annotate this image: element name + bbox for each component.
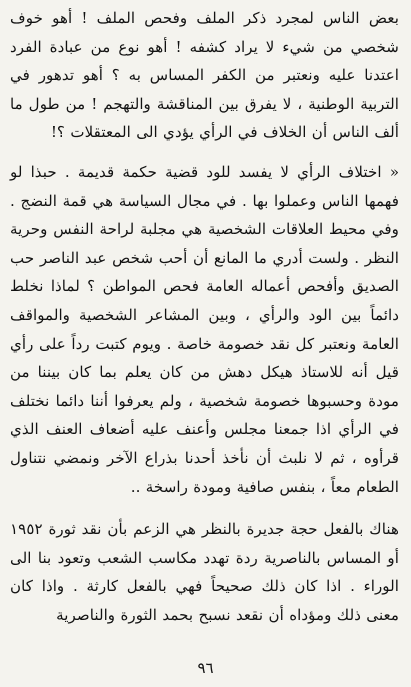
page-number: ٩٦	[197, 659, 214, 677]
paragraph-1: بعض الناس لمجرد ذكر الملف وفحص الملف ! أهو خوف شخصي من شيء لا يراد كشفه ! أهو نوع من عبادة الفرد اعتدنا عليه ونعتبر من الكفر المساس به ؟ أهو تدهور في التربية الوطنية ، لا يفرق بين المناقشة والتهجم ! من طول ما ألف الناس أن الخلاف في الرأي يؤدي الى المعتقلات ؟!	[10, 9, 399, 142]
paragraph-2: « اختلاف الرأي لا يفسد للود قضية حكمة قديمة . حبذا لو فهمها الناس وعملوا بها . في مجال السياسة هي قمة النضج . وفي محيط العلاقات الشخصية هي مجلبة لراحة النفس وحرية النظر . ولست أدري ما المانع أن أحب شخص عبد الناصر حب الصديق وأفحص أعماله العامة فحص المواطن ؟ لماذا نخلط دائماً بين الود والرأي ، وبين المشاعر الشخصية والمواقف العامة ونعتبر كل نقد خصومة خاصة . ويوم كتبت رداً على رأي قيل أنه للاستاذ هيكل دهش من كان يعلم بما كان بيننا من مودة وحسبوها خصومة شخصية ، ولم يعرفوا أننا دائما نختلف في الرأي اذا جمعنا مجلس وأعنف عليه أضعاف العنف الذي قرأوه ، ثم لا نلبث أن نأخذ أحدنا بذراع الآخر ونمضي نتناول الطعام معاً ، بنفس صافية ومودة راسخة ..	[10, 162, 399, 496]
paragraph-3: هناك بالفعل حجة جديرة بالنظر هي الزعم بأن نقد ثورة ١٩٥٢ أو المساس بالناصرية ردة تهدد مكاسب الشعب وتعود بنا الى الوراء . اذا كان ذلك صحيحاً فهي بالفعل كارثة . واذا كان معنى ذلك ومؤداه أن نقعد نسبح بحمد الثورة والناصرية	[10, 520, 399, 624]
